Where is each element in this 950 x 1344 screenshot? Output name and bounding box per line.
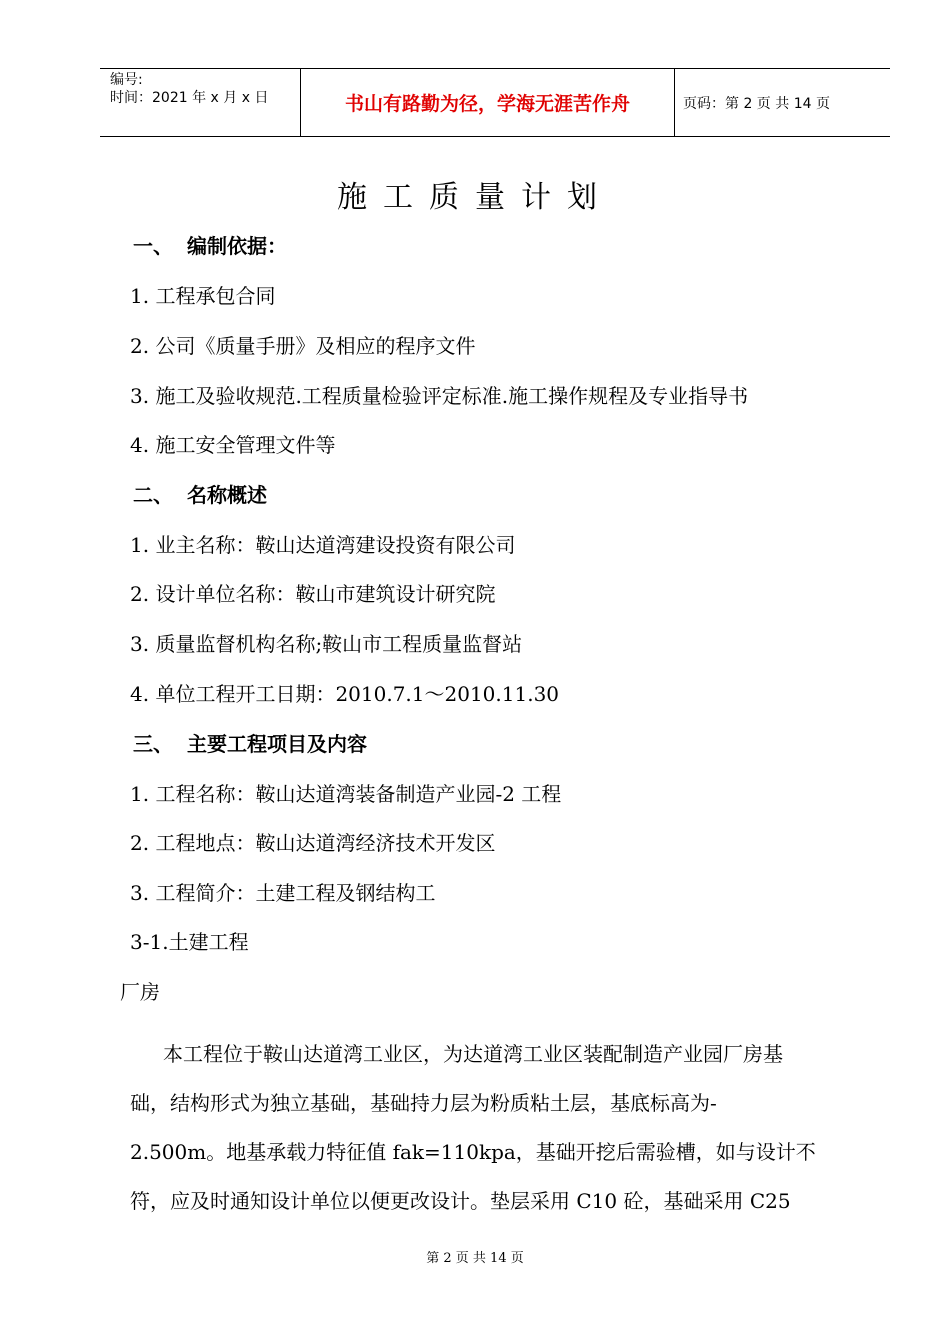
list-item: 2. 工程地点：鞍山达道湾经济技术开发区 [130, 831, 496, 855]
list-item: 3-1.土建工程 [130, 930, 249, 954]
paragraph-line: 本工程位于鞍山达道湾工业区，为达道湾工业区装配制造产业园厂房基 [163, 1042, 783, 1066]
header-page-info: 页码：第 2 页 共 14 页 [683, 95, 830, 112]
paragraph-line: 符，应及时通知设计单位以便更改设计。垫层采用 C10 砼，基础采用 C25 [130, 1189, 791, 1213]
body-paragraph [130, 1030, 855, 1226]
section-number: 一、 [133, 234, 173, 258]
time-label: 时间：2021 年 x 月 x 日 [110, 90, 269, 106]
header-meta [100, 69, 301, 136]
section-title: 名称概述 [187, 483, 267, 507]
list-item: 1. 工程承包合同 [130, 284, 276, 308]
list-item: 3. 工程简介：土建工程及钢结构工 [130, 881, 436, 905]
section-heading-1 [133, 230, 287, 259]
list-item: 3. 质量监督机构名称;鞍山市工程质量监督站 [130, 632, 523, 656]
list-item: 1. 业主名称：鞍山达道湾建设投资有限公司 [130, 533, 516, 557]
list-item: 2. 公司《质量手册》及相应的程序文件 [130, 334, 476, 358]
document-title: 施工质量计划 [337, 180, 613, 215]
page-footer: 第 2 页 共 14 页 [426, 1251, 524, 1266]
paragraph-line: 2.500m。地基承载力特征值 fak=110kpa，基础开挖后需验槽，如与设计不 [130, 1140, 816, 1164]
section-title: 编制依据： [187, 234, 287, 258]
list-item: 2. 设计单位名称：鞍山市建筑设计研究院 [130, 582, 496, 606]
code-label: 编号: [110, 72, 143, 88]
header-motto: 书山有路勤为径，学海无涯苦作舟 [301, 69, 675, 136]
paragraph-line: 础，结构形式为独立基础，基础持力层为粉质粘土层，基底标高为- [130, 1091, 717, 1115]
list-item: 4. 施工安全管理文件等 [130, 433, 336, 457]
section-heading-3 [133, 728, 367, 757]
list-item: 3. 施工及验收规范.工程质量检验评定标准.施工操作规程及专业指导书 [130, 384, 749, 408]
section-number: 三、 [133, 732, 173, 756]
list-item: 4. 单位工程开工日期：2010.7.1～2010.11.30 [130, 682, 560, 706]
subheading: 厂房 [120, 980, 160, 1004]
section-number: 二、 [133, 483, 173, 507]
section-heading-2 [133, 479, 267, 508]
list-item: 1. 工程名称：鞍山达道湾装备制造产业园-2 工程 [130, 782, 562, 806]
page-header [100, 68, 890, 137]
section-title: 主要工程项目及内容 [187, 732, 367, 756]
